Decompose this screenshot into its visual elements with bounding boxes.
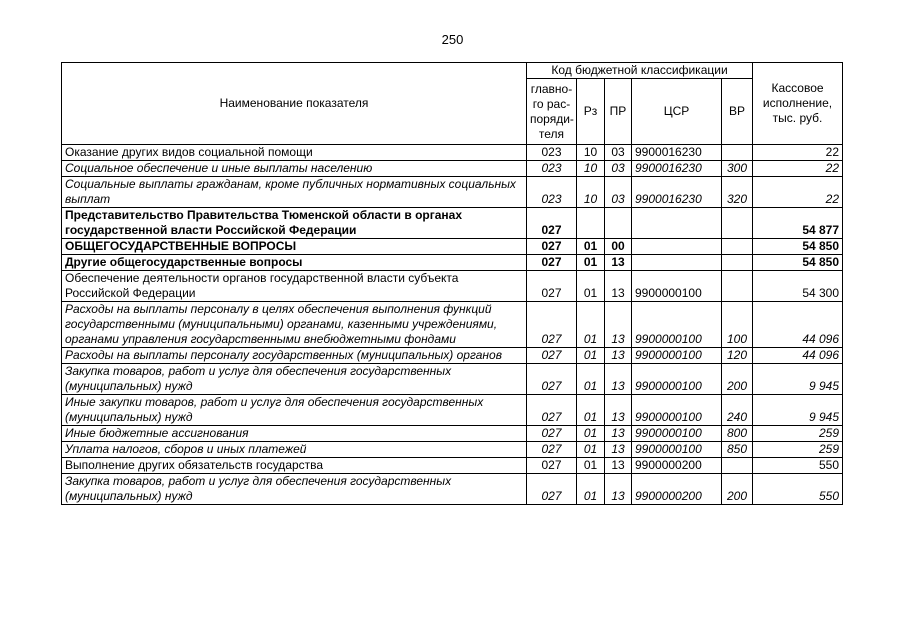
table-row (62, 145, 843, 161)
table-row (62, 442, 843, 458)
cell-admin: 023 (527, 161, 577, 177)
cell-pr (605, 208, 632, 239)
cell-pr: 13 (605, 474, 632, 505)
cell-admin: 027 (527, 208, 577, 239)
header-csr: ЦСР (632, 79, 722, 145)
cell-csr: 9900016230 (632, 161, 722, 177)
cell-name: Расходы на выплаты персоналу в целях обеспечения выполнения функций государственными (муниципальными) органами, казенными учреждениями, органами управления государственными внебюджетными фондами (62, 302, 527, 348)
table-row (62, 426, 843, 442)
header-code-group: Код бюджетной классификации (527, 63, 753, 79)
table-row (62, 348, 843, 364)
cell-name: Иные бюджетные ассигнования (62, 426, 527, 442)
cell-name: Иные закупки товаров, работ и услуг для обеспечения государственных (муниципальных) нужд (62, 395, 527, 426)
cell-amount: 22 (753, 161, 843, 177)
cell-name: Выполнение других обязательств государства (62, 458, 527, 474)
cell-vr: 240 (722, 395, 753, 426)
cell-admin: 027 (527, 271, 577, 302)
table-row (62, 271, 843, 302)
cell-name: Социальные выплаты гражданам, кроме публичных нормативных социальных выплат (62, 177, 527, 208)
cell-vr: 850 (722, 442, 753, 458)
cell-vr (722, 271, 753, 302)
cell-amount: 22 (753, 145, 843, 161)
cell-csr: 9900000200 (632, 474, 722, 505)
cell-amount: 54 877 (753, 208, 843, 239)
cell-amount: 550 (753, 474, 843, 505)
cell-vr (722, 255, 753, 271)
header-amount: Кассовое исполнение, тыс. руб. (753, 63, 843, 145)
cell-pr: 13 (605, 271, 632, 302)
header-admin: главно-го рас-поряди-теля (527, 79, 577, 145)
table-header (62, 63, 843, 145)
cell-admin: 027 (527, 426, 577, 442)
cell-name: Закупка товаров, работ и услуг для обеспечения государственных (муниципальных) нужд (62, 364, 527, 395)
cell-name: Уплата налогов, сборов и иных платежей (62, 442, 527, 458)
cell-csr: 9900000100 (632, 271, 722, 302)
cell-vr: 320 (722, 177, 753, 208)
budget-table (61, 62, 843, 505)
table-row (62, 458, 843, 474)
cell-name: Расходы на выплаты персоналу государственных (муниципальных) органов (62, 348, 527, 364)
cell-name: Другие общегосударственные вопросы (62, 255, 527, 271)
cell-name: Оказание других видов социальной помощи (62, 145, 527, 161)
cell-pr: 03 (605, 145, 632, 161)
cell-csr: 9900000200 (632, 458, 722, 474)
cell-admin: 027 (527, 442, 577, 458)
cell-vr (722, 458, 753, 474)
cell-admin: 023 (527, 145, 577, 161)
table-row (62, 239, 843, 255)
cell-pr: 13 (605, 395, 632, 426)
cell-pr: 03 (605, 161, 632, 177)
cell-csr: 9900016230 (632, 177, 722, 208)
cell-amount: 44 096 (753, 302, 843, 348)
table-row (62, 161, 843, 177)
cell-csr: 9900016230 (632, 145, 722, 161)
cell-rz: 01 (577, 302, 605, 348)
table-row (62, 474, 843, 505)
page-number: 250 (441, 32, 464, 47)
cell-rz: 01 (577, 442, 605, 458)
table-body (62, 145, 843, 505)
cell-amount: 9 945 (753, 364, 843, 395)
cell-admin: 027 (527, 364, 577, 395)
cell-rz: 01 (577, 364, 605, 395)
cell-admin: 027 (527, 255, 577, 271)
table-row (62, 177, 843, 208)
cell-name: Социальное обеспечение и иные выплаты населению (62, 161, 527, 177)
cell-pr: 13 (605, 458, 632, 474)
table-row (62, 364, 843, 395)
cell-vr: 800 (722, 426, 753, 442)
cell-vr (722, 208, 753, 239)
table-row (62, 395, 843, 426)
cell-rz: 10 (577, 177, 605, 208)
cell-pr: 13 (605, 442, 632, 458)
cell-csr (632, 255, 722, 271)
cell-admin: 027 (527, 458, 577, 474)
table-row (62, 208, 843, 239)
cell-csr (632, 208, 722, 239)
cell-vr (722, 145, 753, 161)
cell-pr: 03 (605, 177, 632, 208)
cell-admin: 027 (527, 395, 577, 426)
cell-vr: 120 (722, 348, 753, 364)
cell-pr: 00 (605, 239, 632, 255)
cell-rz: 01 (577, 395, 605, 426)
cell-vr: 300 (722, 161, 753, 177)
cell-amount: 22 (753, 177, 843, 208)
cell-csr: 9900000100 (632, 442, 722, 458)
cell-admin: 023 (527, 177, 577, 208)
cell-vr (722, 239, 753, 255)
header-pr: ПР (605, 79, 632, 145)
cell-csr: 9900000100 (632, 302, 722, 348)
cell-csr: 9900000100 (632, 395, 722, 426)
cell-pr: 13 (605, 255, 632, 271)
cell-admin: 027 (527, 239, 577, 255)
cell-rz: 01 (577, 255, 605, 271)
cell-vr: 200 (722, 474, 753, 505)
cell-csr (632, 239, 722, 255)
cell-admin: 027 (527, 474, 577, 505)
header-vr: ВР (722, 79, 753, 145)
cell-csr: 9900000100 (632, 348, 722, 364)
cell-amount: 9 945 (753, 395, 843, 426)
header-rz: Рз (577, 79, 605, 145)
cell-csr: 9900000100 (632, 426, 722, 442)
cell-amount: 259 (753, 426, 843, 442)
cell-name: Обеспечение деятельности органов государственной власти субъекта Российской Федерации (62, 271, 527, 302)
cell-rz: 01 (577, 474, 605, 505)
cell-amount: 54 850 (753, 239, 843, 255)
cell-admin: 027 (527, 348, 577, 364)
cell-amount: 550 (753, 458, 843, 474)
table-row (62, 255, 843, 271)
cell-amount: 259 (753, 442, 843, 458)
cell-rz: 01 (577, 458, 605, 474)
cell-csr: 9900000100 (632, 364, 722, 395)
cell-amount: 44 096 (753, 348, 843, 364)
cell-rz: 01 (577, 239, 605, 255)
cell-rz: 10 (577, 161, 605, 177)
cell-vr: 200 (722, 364, 753, 395)
cell-rz: 01 (577, 271, 605, 302)
cell-amount: 54 300 (753, 271, 843, 302)
cell-pr: 13 (605, 302, 632, 348)
cell-rz (577, 208, 605, 239)
cell-name: Представительство Правительства Тюменской области в органах государственной власти Российской Федерации (62, 208, 527, 239)
cell-name: ОБЩЕГОСУДАРСТВЕННЫЕ ВОПРОСЫ (62, 239, 527, 255)
header-name: Наименование показателя (62, 63, 527, 145)
cell-name: Закупка товаров, работ и услуг для обеспечения государственных (муниципальных) нужд (62, 474, 527, 505)
cell-admin: 027 (527, 302, 577, 348)
cell-rz: 10 (577, 145, 605, 161)
cell-pr: 13 (605, 364, 632, 395)
table-row (62, 302, 843, 348)
cell-amount: 54 850 (753, 255, 843, 271)
cell-pr: 13 (605, 426, 632, 442)
cell-rz: 01 (577, 426, 605, 442)
cell-pr: 13 (605, 348, 632, 364)
cell-vr: 100 (722, 302, 753, 348)
cell-rz: 01 (577, 348, 605, 364)
